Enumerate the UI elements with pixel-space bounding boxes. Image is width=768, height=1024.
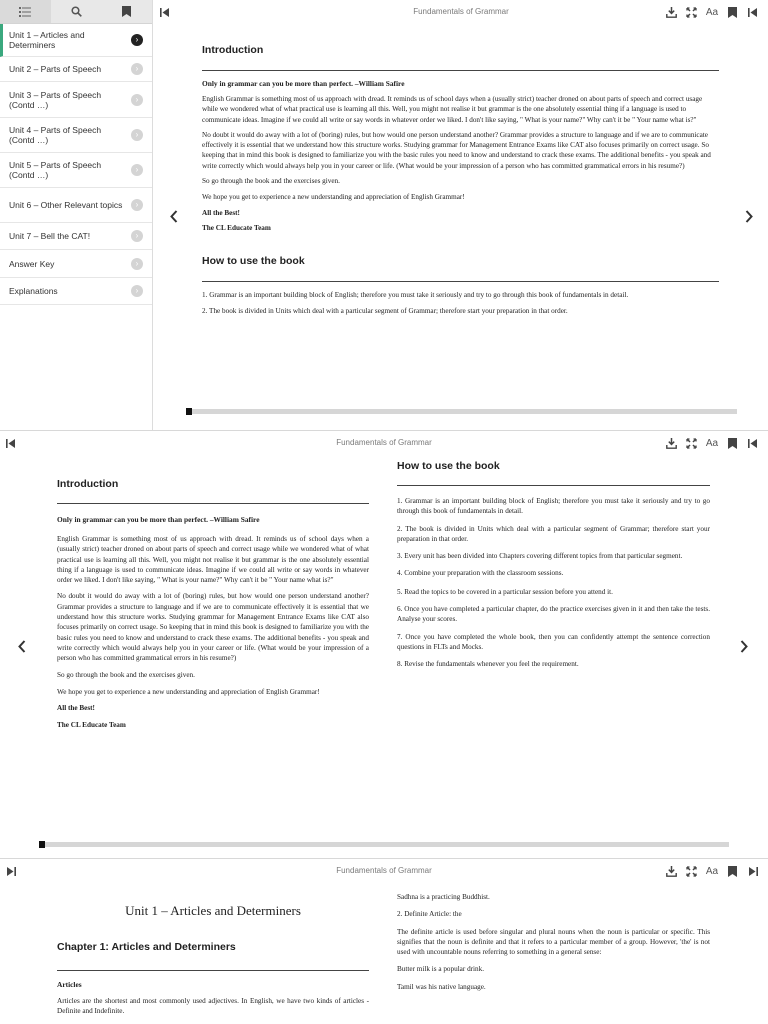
book-title: Fundamentals of Grammar	[336, 438, 432, 447]
bookmark-button[interactable]	[725, 4, 740, 20]
section-heading: Introduction	[57, 478, 119, 490]
fullscreen-icon	[686, 7, 697, 18]
list-item: 3. Every unit has been divided into Chapters covering different topics from that particular segment.	[397, 552, 683, 561]
toc-item-answer-key[interactable]	[0, 250, 152, 278]
font-settings-button[interactable]: Aa	[705, 6, 719, 18]
chevron-left-icon	[18, 640, 26, 653]
toc-item-unit-5[interactable]	[0, 153, 152, 188]
prev-page-button[interactable]	[167, 206, 181, 226]
download-icon	[666, 866, 677, 877]
subheading: Articles	[57, 980, 82, 989]
toc-item-unit-3[interactable]	[0, 82, 152, 118]
toc-item-unit-2[interactable]	[0, 57, 152, 82]
toc-item-label: Unit 3 – Parts of Speech (Contd …)	[9, 89, 102, 110]
bookmark-button[interactable]	[725, 863, 740, 879]
paragraph: English Grammar is something most of us approach with dread. It reminds us of school days when a (usually strict) teacher droned on about parts of speech and correct usage while we wondered what of what practical use is learning all this. Well, you might not realise it but grammar is the one absolutely essential thing if a language is used to communicate ideas. Imagine if we could all write or say words in whatever order we liked. I don't like saying, " What is your name?" Why can't it be " Your name what is?"	[202, 95, 703, 124]
left-page-content	[57, 903, 369, 1017]
paragraph: Sadhna is a practicing Buddhist.	[397, 893, 490, 901]
reader-toolbar-icons	[664, 859, 768, 883]
download-button[interactable]	[664, 863, 679, 879]
list-item: 6. Once you have completed a particular chapter, do the practice exercises given in it and then take the tests. Analyse your scores.	[397, 605, 710, 624]
font-settings-button[interactable]: Aa	[705, 865, 719, 877]
sidebar-collapse-icon	[748, 8, 758, 17]
list-item: 1. Grammar is an important building block of English; therefore you must take it seriously and try to go through this book of fundamentals in detail.	[202, 291, 629, 300]
list-icon	[19, 7, 31, 17]
chevron-right-icon: ›	[131, 258, 143, 270]
section-heading: How to use the book	[202, 255, 305, 268]
divider	[202, 70, 719, 71]
toc-item-label: Answer Key	[9, 258, 55, 269]
divider	[397, 485, 710, 486]
bookmark-icon	[122, 6, 131, 17]
right-page-content	[397, 460, 710, 670]
toc-item-unit-4[interactable]	[0, 118, 152, 153]
divider	[57, 503, 369, 504]
progress-handle[interactable]	[186, 408, 192, 415]
toc-item-label: Unit 2 – Parts of Speech	[9, 64, 102, 74]
paragraph: Articles are the shortest and most commonly used adjectives. In English, we have two kinds of articles - Definite and Indefinite.	[57, 997, 369, 1016]
fullscreen-icon	[686, 866, 697, 877]
bookmarks-tab[interactable]	[101, 0, 152, 23]
toc-list-tab[interactable]	[0, 0, 51, 23]
book-title: Fundamentals of Grammar	[336, 866, 432, 875]
toc-item-label: Unit 1 – Articles and Determiners	[9, 30, 85, 50]
toc-item-unit-6[interactable]	[0, 188, 152, 223]
reading-progress-bar[interactable]	[186, 409, 737, 414]
section-heading: How to use the book	[397, 460, 500, 472]
toc-item-explanations[interactable]	[0, 278, 152, 305]
reader-topbar	[0, 859, 768, 883]
paragraph: 2. Definite Article: the	[397, 910, 462, 919]
paragraph: We hope you get to experience a new understanding and appreciation of English Grammar!	[57, 687, 320, 696]
list-item: 2. The book is divided in Units which deal with a particular segment of Grammar; therefore start your preparation in that order.	[397, 524, 710, 543]
chevron-right-icon: ›	[131, 129, 143, 141]
toc-item-label: Unit 5 – Parts of Speech (Contd …)	[9, 160, 102, 180]
list-item: 7. Once you have completed the whole book, then you can confidently attempt the sentence correction questions in FLTs and Mocks.	[397, 632, 710, 651]
divider	[202, 281, 719, 282]
chapter-heading: Chapter 1: Articles and Determiners	[57, 941, 236, 953]
chevron-right-icon: ›	[131, 94, 143, 106]
sidebar-collapse-icon	[748, 439, 758, 448]
list-item: 4. Combine your preparation with the classroom sessions.	[397, 569, 564, 578]
chevron-right-icon: ›	[131, 199, 143, 211]
download-icon	[666, 7, 677, 18]
fullscreen-button[interactable]	[684, 435, 699, 451]
list-item: 8. Revise the fundamentals whenever you feel the requirement.	[397, 660, 579, 669]
page-content	[202, 44, 719, 316]
reader-panel-1	[0, 0, 768, 431]
toc-item-label: Unit 7 – Bell the CAT!	[9, 231, 91, 241]
bookmark-icon	[728, 866, 737, 877]
paragraph: English Grammar is something most of us approach with dread. It reminds us of school days when a (usually strict) teacher droned on about parts of speech and correct usage while we wondered what of what practical use is learning all this. Well, you might not realise it but grammar is the one absolutely essential thing if a language is used to communicate ideas. Imagine if we could all write or say words in whatever order we liked. I don't like saying, " What is your name?" Why can't it be " Your name what is?"	[57, 535, 369, 585]
chevron-right-icon	[745, 210, 753, 223]
fullscreen-button[interactable]	[684, 863, 699, 879]
reader-toolbar-icons	[664, 0, 768, 24]
sign-off-team: The CL Educate Team	[202, 223, 271, 232]
toc-item-unit-7[interactable]	[0, 223, 152, 250]
divider	[57, 970, 369, 971]
paragraph: No doubt it would do away with a lot of (boring) rules, but how would one person understand another? Grammar provides a structure to language and if we are to communicate effectively it is essential that we understand how this structure works. Studying grammar for Management Entrance Exams like CAT also focuses primarily on correct usage. So keeping that in mind this book is designed to familiarize you with the basic rules you need to know and understand to crack these exams. The additional benefits - you speak and write correctly which would always help you in your career or life. (What would be your impression of a person who has committed grammatical errors in his resume?)	[202, 130, 711, 170]
paragraph: So go through the book and the exercises given.	[57, 670, 195, 679]
toggle-panel-button[interactable]	[745, 435, 760, 451]
list-item: 2. The book is divided in Units which deal with a particular segment of Grammar; therefore start your preparation in that order.	[202, 306, 568, 315]
paragraph: So go through the book and the exercises given.	[202, 177, 340, 186]
sign-off: All the Best!	[57, 704, 95, 713]
prev-page-button[interactable]	[15, 636, 29, 656]
chevron-right-icon: ›	[131, 63, 143, 75]
chevron-right-icon: ›	[131, 34, 143, 46]
sidebar-expand-icon	[748, 867, 758, 876]
reader-toolbar-icons	[664, 431, 768, 455]
left-page-content	[57, 478, 369, 731]
paragraph: The definite article is used before singular and plural nouns when the noun is particular or specific. This signifies that the noun is definite and that it refers to a particular member of a group. However, 'the' is not used with uncountable nouns referring to something in a general sense:	[397, 927, 710, 957]
list-item: 5. Read the topics to be covered in a particular session before you attend it.	[397, 587, 613, 596]
epigraph-quote: Only in grammar can you be more than perfect. –William Safire	[57, 515, 260, 524]
paragraph: No doubt it would do away with a lot of (boring) rules, but how would one person understand another? Grammar provides a structure to language and if we are to communicate effectively it is essential that we understand how this structure works. Studying grammar for Management Entrance Exams like CAT also focuses primarily on correct usage. So keeping that in mind this book is designed to familiarize you with the basic rules you need to know and understand to crack these exams. The additional benefits - you speak and write correctly which would always help you in your career or life. (What would be your impression of a person who has committed grammatical errors in his resume?)	[57, 592, 369, 663]
search-icon	[71, 6, 82, 17]
next-page-button[interactable]	[742, 206, 756, 226]
reader-panel-2	[0, 431, 768, 859]
download-icon	[666, 438, 677, 449]
toc-item-label: Explanations	[9, 286, 58, 296]
next-page-button[interactable]	[737, 636, 751, 656]
bookmark-icon	[728, 438, 737, 449]
reader-panel-3	[0, 859, 768, 1024]
fullscreen-button[interactable]	[684, 4, 699, 20]
reading-progress-bar[interactable]	[39, 842, 729, 847]
font-settings-button[interactable]: Aa	[705, 437, 719, 449]
epigraph-quote: Only in grammar can you be more than perfect. –William Safire	[202, 79, 405, 88]
bookmark-button[interactable]	[725, 435, 740, 451]
book-title: Fundamentals of Grammar	[413, 7, 509, 16]
toggle-panel-button[interactable]	[745, 863, 760, 879]
toc-item-label: Unit 4 – Parts of Speech (Contd …)	[9, 125, 102, 145]
paragraph: Tamil was his native language.	[397, 982, 486, 991]
sign-off: All the Best!	[202, 208, 240, 217]
reader-topbar	[0, 431, 768, 455]
paragraph: We hope you get to experience a new understanding and appreciation of English Grammar!	[202, 193, 465, 202]
sign-off-team: The CL Educate Team	[57, 721, 126, 730]
chevron-left-icon	[170, 210, 178, 223]
reader-topbar	[154, 0, 768, 24]
progress-handle[interactable]	[39, 841, 45, 848]
chevron-right-icon: ›	[131, 285, 143, 297]
unit-title: Unit 1 – Articles and Determiners	[125, 903, 301, 918]
section-heading: Introduction	[202, 44, 264, 56]
chevron-right-icon	[740, 640, 748, 653]
bookmark-icon	[728, 7, 737, 18]
paragraph: Butter milk is a popular drink.	[397, 965, 485, 974]
download-button[interactable]	[664, 435, 679, 451]
chevron-right-icon: ›	[131, 164, 143, 176]
toc-item-label: Unit 6 – Other Relevant topics	[9, 200, 123, 210]
fullscreen-icon	[686, 438, 697, 449]
list-item: 1. Grammar is an important building block of English; therefore you must take it seriously and try to go through this book of fundamentals in detail.	[397, 497, 710, 516]
right-page-content	[397, 892, 710, 992]
download-button[interactable]	[664, 4, 679, 20]
search-tab[interactable]	[51, 0, 102, 23]
toggle-panel-button[interactable]	[745, 4, 760, 20]
sidebar-tabs	[0, 0, 152, 24]
chevron-right-icon: ›	[131, 230, 143, 242]
toc-sidebar	[0, 0, 153, 431]
toc-item-unit-1[interactable]	[0, 24, 152, 57]
